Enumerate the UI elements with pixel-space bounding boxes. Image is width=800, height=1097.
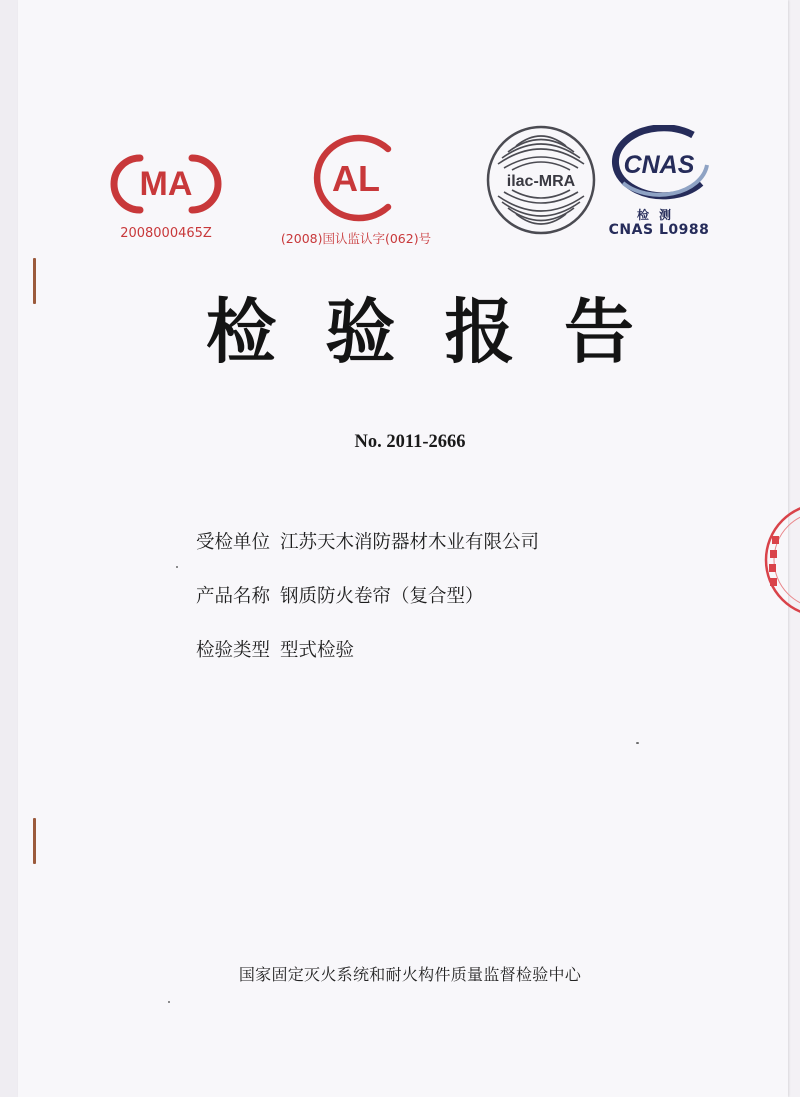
- cnas-logo-text: CNAS: [623, 151, 695, 179]
- info-label: 检验类型: [196, 640, 271, 661]
- cal-logo-text: AL: [332, 158, 380, 199]
- scan-speck: [636, 742, 639, 744]
- binding-staple-top: [33, 258, 36, 304]
- ilac-mra-logo: [484, 124, 598, 236]
- cnas-number: CNAS L0988: [608, 222, 710, 238]
- title-char: 验: [325, 290, 396, 373]
- cal-logo: [302, 133, 410, 223]
- cal-certificate-number: (2008)国认监认字(062)号: [280, 231, 432, 246]
- info-row-product-name: [196, 582, 484, 608]
- ilac-logo-text: ilac-MRA: [506, 173, 576, 190]
- title-char: 检: [206, 290, 276, 373]
- red-seal-partial: [760, 500, 800, 620]
- info-value: 型式检验: [280, 640, 355, 661]
- scan-speck: [176, 566, 178, 568]
- page-left-edge: [0, 0, 19, 1097]
- info-row-inspected-unit: [196, 528, 539, 554]
- info-value: 江苏天木消防器材木业有限公司: [280, 532, 540, 553]
- info-row-inspection-type: [196, 636, 354, 662]
- report-title: [200, 284, 640, 373]
- title-char: 报: [444, 290, 515, 373]
- cma-logo-text: MA: [139, 165, 193, 203]
- info-label: 产品名称: [196, 586, 271, 607]
- info-value: 钢质防火卷帘（复合型）: [280, 586, 484, 607]
- scan-speck: [168, 1001, 170, 1003]
- cma-logo: [110, 150, 222, 218]
- title-char: 告: [563, 290, 634, 373]
- info-label: 受检单位: [196, 532, 271, 553]
- cma-number: 2008000465Z: [120, 226, 212, 241]
- report-number: No. 2011-2666: [354, 432, 466, 452]
- issuing-organization: 国家固定灭火系统和耐火构件质量监督检验中心: [238, 965, 582, 984]
- cnas-logo: [603, 125, 715, 205]
- cnas-subtitle: 检测: [636, 208, 681, 222]
- binding-staple-bottom: [33, 818, 36, 864]
